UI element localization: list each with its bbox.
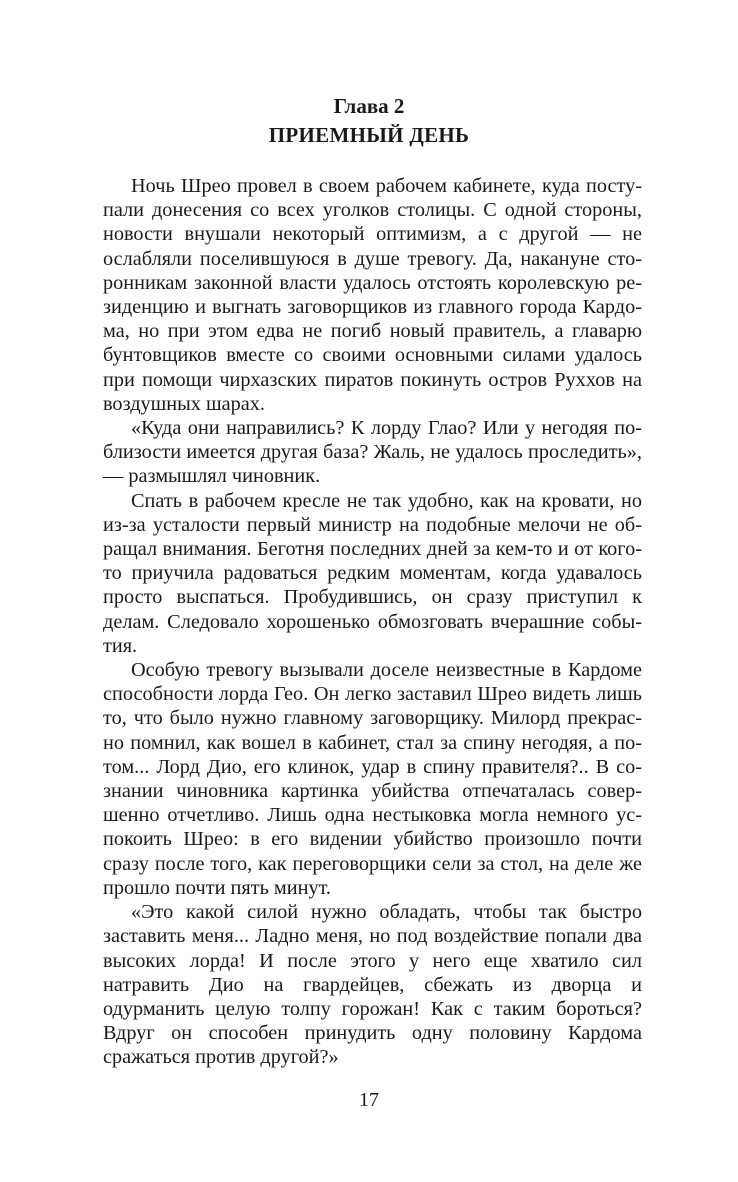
paragraph: Особую тревогу вызывали доселе неизвестные в Кардоме способности лорда Гео. Он легко заставил Шрео видеть лишь то, что было нужно главному заговорщику. Милорд прекрасно помнил, как вошел в кабинет, стал за спину негодяя, а потом... Лорд Дио, его клинок, удар в спину правителя?.. В сознании чиновника картинка убийства отпечаталась совершенно отчетливо. Лишь одна нестыковка могла немного успокоить Шрео: в его видении убийство произошло почти сразу после того, как переговорщики сели за стол, на деле же прошло почти пять минут. <box>103 659 642 899</box>
paragraph: «Это какой силой нужно обладать, чтобы так быстро застaвить меня... Ладно меня, но под воздействие попали два высоких лорда! И после этого у него еще хватило сил натравить Дио на гвардейцев, сбежать из дворца и одурманить целую толпу горожан! Как с таким бороться? Вдруг он способен принудить одну половину Кардома сражаться против другой?» <box>103 901 642 1069</box>
body-text <box>103 174 642 1070</box>
chapter-label: Глава 2 <box>333 94 405 118</box>
chapter-title: ПРИЕМНЫЙ ДЕНЬ <box>268 123 470 147</box>
paragraph: Спать в рабочем кресле не так удобно, как на кровати, но из-за усталости первый министр на подобные мелочи не обращал внимания. Беготня последних дней за кем-то и от кого-то приучила радоваться редким моментам, когда удавалось просто выспаться. Пробудившись, он сразу приступил к делам. Следовало хорошенько обмозговать вчерашние события. <box>103 489 642 657</box>
paragraph: Ночь Шрео провел в своем рабочем кабинете, куда поступали донесения со всех уголков столицы. С одной стороны, новости внушали некоторый оптимизм, а с другой — не ослабляли поселившуюся в душе тревогу. Да, накануне сторонникам законной власти удалось отстоять королевскую резиденцию и выгнать заговорщиков из главного города Кардома, но при этом едва не погиб новый правитель, а главарю бунтовщиков вместе со своими основными силами удалось при помощи чирхазских пиратов покинуть остров Руххов на воздушных шарах. <box>103 175 642 415</box>
paragraph: «Куда они направились? К лорду Глао? Или у негодяя поблизости имеется другая база? Жаль, не удалось проследить», — размышлял чиновник. <box>103 417 642 488</box>
page-number: 17 <box>359 1089 379 1111</box>
